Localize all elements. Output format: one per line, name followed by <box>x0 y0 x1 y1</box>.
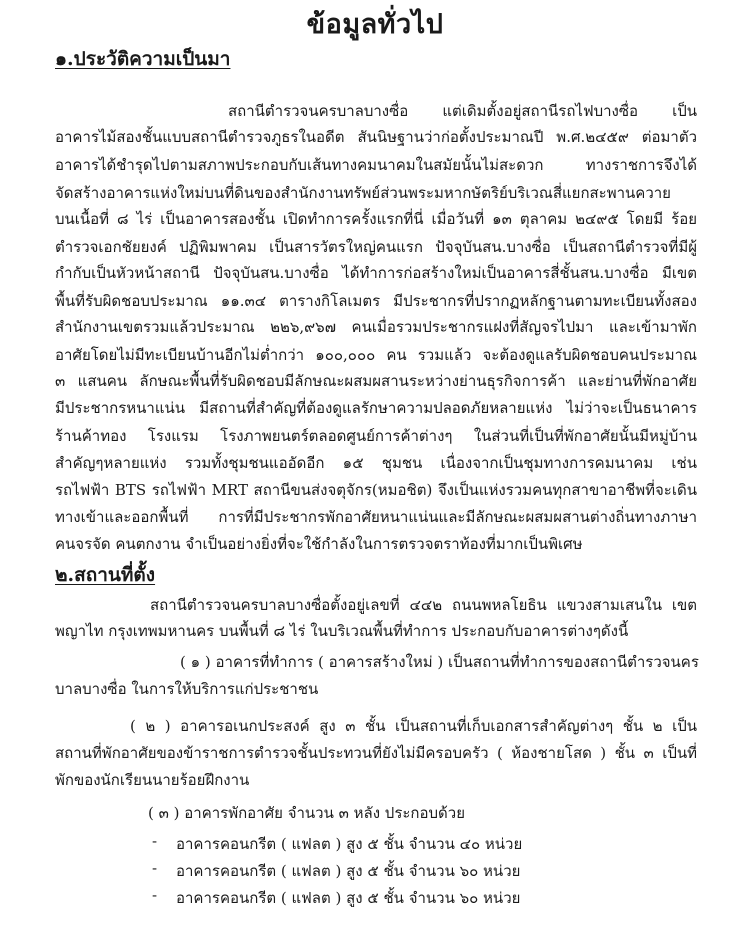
bullet-item: อาคารคอนกรีต ( แฟลต ) สูง ๕ ชั้น จำนวน ๖๐ หน่วย <box>176 862 521 880</box>
list-item-building-2: ( ๒ ) อาคารอเนกประสงค์ สูง ๓ ชั้น เป็นสถานที่เก็บเอกสารสำคัญต่างๆ ชั้น ๒ เป็น <box>130 717 697 735</box>
paragraph-line: ตำรวจเอกชัยยงค์ ปฏิพิมพาคม เป็นสารวัตรใหญ่คนแรก ปัจจุบันสน.บางซื่อ เป็นสถานีตำรวจที่มีผู้ <box>55 238 697 256</box>
paragraph-line: สถานีตำรวจนครบาลบางซื่อตั้งอยู่เลขที่ ๔๔๒ ถนนพหลโยธิน แขวงสามเสนใน เขต <box>150 596 697 614</box>
bullet-mark: - <box>152 832 158 850</box>
bullet-item: อาคารคอนกรีต ( แฟลต ) สูง ๕ ชั้น จำนวน ๖๐ หน่วย <box>176 889 521 907</box>
paragraph-line: พื้นที่รับผิดชอบประมาณ ๑๑.๓๔ ตารางกิโลเมตร มีประชากรที่ปรากฏหลักฐานตามทะเบียนทั้งสอง <box>55 292 697 310</box>
list-item-building-2-cont: พักของนักเรียนนายร้อยฝึกงาน <box>55 771 250 789</box>
paragraph-line: สำคัญๆหลายแห่ง รวมทั้งชุมชนแออัดอีก ๑๕ ชุมชน เนื่องจากเป็นชุมทางการคมนาคม เช่น <box>55 454 697 472</box>
section-1-heading: ๑.ประวัติความเป็นมา <box>55 48 231 70</box>
bullet-mark: - <box>152 886 158 904</box>
list-item-building-1: ( ๑ ) อาคารที่ทำการ ( อาคารสร้างใหม่ ) เป็นสถานที่ทำการของสถานีตำรวจนคร <box>180 653 699 671</box>
paragraph-line: ร้านค้าทอง โรงแรม โรงภาพยนตร์ตลอดศูนย์การค้าต่างๆ ในส่วนที่เป็นที่พักอาศัยนั้นมีหมู่บ้าน <box>55 427 697 445</box>
page-title: ข้อมูลทั่วไป <box>306 9 444 40</box>
paragraph-line: พญาไท กรุงเทพมหานคร บนพื้นที่ ๘ ไร่ ในบริเวณพื้นที่ทำการ ประกอบกับอาคารต่างๆดังนี้ <box>55 622 629 640</box>
paragraph-line: จัดสร้างอาคารแห่งใหม่บนที่ดินของสำนักงานทรัพย์ส่วนพระมหากษัตริย์บริเวณสี่แยกสะพานควาย <box>55 184 671 202</box>
bullet-mark: - <box>152 859 158 877</box>
paragraph-line: รถไฟฟ้า BTS รถไฟฟ้า MRT สถานีขนส่งจตุจักร(หมอชิต) จึงเป็นแห่งรวมคนทุกสาขาอาชีพที่จะเดิน <box>55 481 697 499</box>
paragraph-line: ๓ แสนคน ลักษณะพื้นที่รับผิดชอบมีลักษณะผสมผสานระหว่างย่านธุรกิจการค้า และย่านที่พักอาศัย <box>55 372 697 390</box>
list-item-building-2-cont: สถานที่พักอาศัยของข้าราชการตำรวจชั้นประทวนที่ยังไม่มีครอบครัว ( ห้องชายโสด ) ชั้น ๓ เป็นที่ <box>55 744 697 762</box>
list-item-building-1-cont: บาลบางซื่อ ในการให้บริการแก่ประชาชน <box>55 680 319 698</box>
list-item-building-3: ( ๓ ) อาคารพักอาศัย จำนวน ๓ หลัง ประกอบด้วย <box>148 804 465 822</box>
paragraph-line: คนจรจัด คนตกงาน จำเป็นอย่างยิ่งที่จะใช้กำลังในการตรวจตราท้องที่มากเป็นพิเศษ <box>55 535 583 553</box>
bullet-item: อาคารคอนกรีต ( แฟลต ) สูง ๕ ชั้น จำนวน ๔๐ หน่วย <box>176 835 523 853</box>
paragraph-line: สถานีตำรวจนครบาลบางซื่อ แต่เดิมตั้งอยู่สถานีรถไฟบางซื่อ เป็น <box>228 102 697 120</box>
paragraph-line: ทางเข้าและออกพื้นที่ การที่มีประชากรพักอาศัยหนาแน่นและมีลักษณะผสมผสานต่างถิ่นทางภาษา <box>55 508 697 526</box>
paragraph-line: อาคารได้ชำรุดไปตามสภาพประกอบกับเส้นทางคมนาคมในสมัยนั้นไม่สะดวก ทางราชการจึงได้ <box>55 156 697 174</box>
paragraph-line: อาคารไม้สองชั้นแบบสถานีตำรวจภูธรในอดีต สันนิษฐานว่าก่อตั้งประมาณปี พ.ศ.๒๔๕๙ ต่อมาตัว <box>55 128 697 146</box>
paragraph-line: มีประชากรหนาแน่น มีสถานที่สำคัญที่ต้องดูแลรักษาความปลอดภัยหลายแห่ง ไม่ว่าจะเป็นธนาคาร <box>55 399 697 417</box>
paragraph-line: อาศัยโดยไม่มีทะเบียนบ้านอีกไม่ต่ำกว่า ๑๐๐,๐๐๐ คน รวมแล้ว จะต้องดูแลรับผิดชอบคนประมาณ <box>55 346 697 364</box>
paragraph-line: สำนักงานเขตรวมแล้วประมาณ ๒๒๖,๙๖๗ คนเมื่อรวมประชากรแฝงที่สัญจรไปมา และเข้ามาพัก <box>55 318 697 336</box>
section-2-heading: ๒.สถานที่ตั้ง <box>55 564 156 586</box>
paragraph-line: กำกับเป็นหัวหน้าสถานี ปัจจุบันสน.บางซื่อ ได้ทำการก่อสร้างใหม่เป็นอาคารสี่ชั้นสน.บางซื่อ มีเขต <box>55 264 697 282</box>
paragraph-line: บนเนื้อที่ ๘ ไร่ เป็นอาคารสองชั้น เปิดทำการครั้งแรกที่นี่ เมื่อวันที่ ๑๓ ตุลาคม ๒๔๙๕ โดยมี ร้อย <box>55 210 697 228</box>
